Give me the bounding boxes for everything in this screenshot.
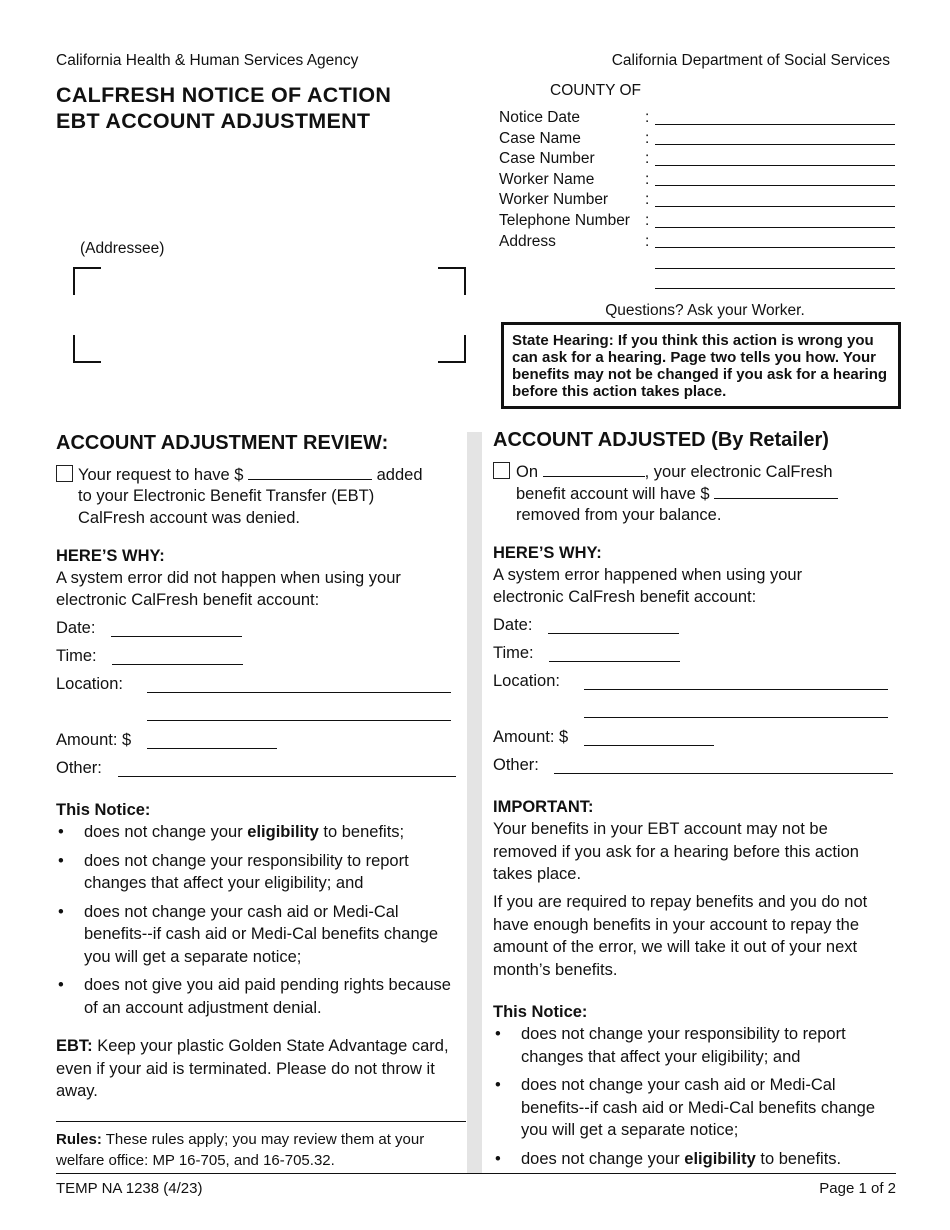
case-number-field[interactable] [655, 149, 895, 166]
left-other-field[interactable] [118, 760, 456, 777]
review-checkbox[interactable] [56, 465, 73, 482]
left-location-field-2[interactable] [147, 704, 451, 721]
address-label: Address [499, 232, 556, 250]
page-number: Page 1 of 2 [819, 1180, 896, 1197]
worker-name-label: Worker Name [499, 170, 595, 188]
requested-amount-field[interactable] [248, 463, 372, 480]
department-name: California Department of Social Services [611, 52, 890, 69]
right-time-label: Time: [493, 644, 534, 662]
adjusted-line-2: benefit account will have $ [516, 482, 838, 506]
worker-name-field[interactable] [655, 170, 895, 187]
worker-number-label: Worker Number [499, 191, 609, 209]
right-other-label: Other: [493, 756, 539, 774]
telephone-field[interactable] [655, 211, 895, 228]
removed-amount-field[interactable] [714, 482, 838, 499]
list-item: • does not change your responsibility to report changes that affect your eligibility; and [495, 1025, 846, 1066]
right-location-label: Location: [493, 672, 560, 690]
rules-paragraph: Rules: These rules apply; you may review them at your welfare office: MP 16-705, and 16-705.32. [56, 1131, 425, 1169]
important-heading: IMPORTANT: [493, 798, 594, 816]
address-field-line-2[interactable] [655, 252, 895, 269]
left-amount-field[interactable] [147, 732, 277, 749]
case-number-label: Case Number [499, 150, 595, 168]
list-item: • does not change your cash aid or Medi-Cal benefits--if cash aid or Medi-Cal benefits change you will get a separate notice; [495, 1076, 876, 1139]
right-location-field-2[interactable] [584, 701, 888, 718]
review-request-line-1: Your request to have $ added [78, 463, 423, 487]
right-amount-field[interactable] [584, 729, 714, 746]
right-notice-heading: This Notice: [493, 1003, 588, 1021]
title-line-1: CALFRESH NOTICE OF ACTION [56, 83, 392, 107]
page-title [56, 82, 391, 134]
left-time-label: Time: [56, 647, 97, 665]
left-heading: ACCOUNT ADJUSTMENT REVIEW: [56, 432, 389, 454]
address-line-2-row [499, 252, 899, 273]
addressee-label: (Addressee) [80, 240, 165, 257]
title-line-2: EBT ACCOUNT ADJUSTMENT [56, 109, 371, 133]
notice-date-field[interactable] [655, 108, 895, 125]
important-paragraph-1: Your benefits in your EBT account may not be removed if you ask for a hearing before this action takes place. [493, 820, 859, 883]
list-item: • does not change your eligibility to benefits; [58, 823, 405, 841]
right-heading: ACCOUNT ADJUSTED (By Retailer) [493, 429, 829, 451]
telephone-row: Telephone Number : [499, 211, 899, 232]
list-item: • does not give you aid paid pending rights because of an account adjustment denial. [58, 976, 451, 1017]
questions-text: Questions? Ask your Worker. [605, 302, 805, 319]
address-row: Address : [499, 232, 899, 253]
notice-date-label: Notice Date [499, 109, 580, 126]
left-notice-heading: This Notice: [56, 801, 151, 819]
case-name-label: Case Name [499, 129, 581, 147]
adjusted-line-3: removed from your balance. [516, 506, 722, 524]
right-notice-list [493, 1023, 893, 1176]
left-why-line-1: A system error did not happen when using your [56, 569, 401, 587]
ebt-paragraph: EBT: Keep your plastic Golden State Advantage card, even if your aid is terminated. Please do not throw it away. [56, 1037, 449, 1100]
notice-date-row: Notice Date : [499, 108, 899, 129]
left-location-field[interactable] [147, 676, 451, 693]
left-location-label: Location: [56, 675, 123, 693]
address-window-corner-top-left [73, 267, 101, 295]
left-why-line-2: electronic CalFresh benefit account: [56, 591, 320, 609]
worker-name-row: Worker Name : [499, 170, 899, 191]
worker-number-field[interactable] [655, 190, 895, 207]
right-why-heading: HERE’S WHY: [493, 544, 602, 562]
address-window-corner-bottom-left [73, 335, 101, 363]
county-label: COUNTY OF [550, 82, 641, 99]
telephone-label: Telephone Number [499, 211, 630, 229]
adjustment-date-field[interactable] [543, 460, 645, 477]
left-why-heading: HERE’S WHY: [56, 547, 165, 565]
left-date-field[interactable] [111, 620, 242, 637]
case-info-block [499, 108, 899, 293]
form-id: TEMP NA 1238 (4/23) [56, 1180, 203, 1197]
list-item: • does not change your responsibility to report changes that affect your eligibility; and [58, 851, 409, 892]
right-date-label: Date: [493, 616, 533, 634]
address-window-corner-bottom-right [438, 335, 466, 363]
right-other-field[interactable] [554, 757, 893, 774]
left-notice-list [56, 821, 456, 1025]
right-amount-label: Amount: $ [493, 728, 569, 746]
important-paragraph-2: If you are required to repay benefits and you do not have enough benefits in your account to repay the amount of the error, we will take it out of your next month’s benefits. [493, 893, 868, 979]
address-field[interactable] [655, 232, 895, 249]
adjusted-line-1: On , your electronic CalFresh [516, 460, 833, 484]
list-item: • does not change your eligibility to benefits. [495, 1149, 842, 1168]
left-date-label: Date: [56, 619, 96, 637]
list-item: • does not change your cash aid or Medi-Cal benefits--if cash aid or Medi-Cal benefits change you will get a separate notice; [58, 902, 439, 966]
address-line-3-row [499, 273, 899, 294]
right-why-line-2: electronic CalFresh benefit account: [493, 588, 757, 606]
case-name-row: Case Name : [499, 129, 899, 150]
address-window-corner-top-right [438, 267, 466, 295]
review-request-line-3: CalFresh account was denied. [78, 509, 300, 527]
left-amount-label: Amount: $ [56, 731, 132, 749]
column-divider [467, 432, 482, 1174]
case-number-row: Case Number : [499, 149, 899, 170]
right-why-line-1: A system error happened when using your [493, 566, 803, 584]
right-location-field[interactable] [584, 673, 888, 690]
review-request-line-2: to your Electronic Benefit Transfer (EBT) [78, 487, 375, 505]
address-field-line-3[interactable] [655, 273, 895, 290]
agency-name: California Health & Human Services Agency [56, 52, 359, 69]
rules-divider [56, 1121, 466, 1122]
worker-number-row: Worker Number : [499, 190, 899, 211]
adjusted-checkbox[interactable] [493, 462, 510, 479]
right-time-field[interactable] [549, 645, 680, 662]
state-hearing-box: State Hearing: If you think this action is wrong you can ask for a hearing. Page two tells you how. Your benefits may not be changed if you ask for a hearing before this action takes place. [501, 322, 901, 409]
right-date-field[interactable] [548, 617, 679, 634]
case-name-field[interactable] [655, 129, 895, 146]
left-other-label: Other: [56, 759, 102, 777]
left-time-field[interactable] [112, 648, 243, 665]
